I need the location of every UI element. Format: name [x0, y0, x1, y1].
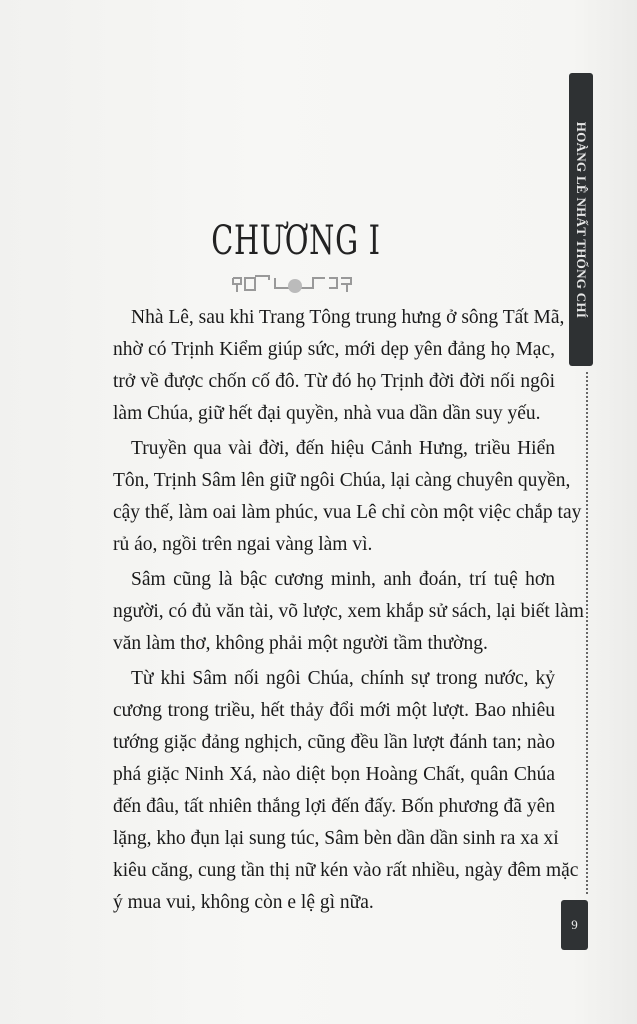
text-line: đến đâu, tất nhiên thắng lợi đến đấy. Bốn phương đã yên	[113, 796, 555, 817]
text-line: trở về được chốn cố đô. Từ đó họ Trịnh đời đời nối ngôi	[113, 371, 555, 392]
running-title-tab	[569, 73, 593, 366]
text-line: Nhà Lê, sau khi Trang Tông trung hưng ở sông Tất Mã,	[131, 307, 565, 328]
text-line: người, có đủ văn tài, võ lược, xem khắp sử sách, lại biết làm	[113, 601, 584, 622]
text-line: lặng, kho đụn lại sung túc, Sâm bèn dần dần sinh ra xa xỉ	[113, 828, 559, 849]
ornament-divider-icon	[231, 270, 359, 296]
text-line: ý mua vui, không còn e lệ gì nữa.	[113, 892, 374, 913]
text-line: cậy thế, làm oai làm phúc, vua Lê chỉ còn một việc chắp tay	[113, 502, 582, 523]
text-line: Truyền qua vài đời, đến hiệu Cảnh Hưng, triều Hiển	[131, 438, 555, 459]
text-line: tướng giặc đảng nghịch, cũng đều lần lượt đánh tan; nào	[113, 732, 555, 753]
text-line: Tôn, Trịnh Sâm lên giữ ngôi Chúa, lại càng chuyên quyền,	[113, 470, 571, 491]
chapter-title: CHƯƠNG I	[211, 218, 381, 264]
dotted-rule	[586, 372, 588, 894]
text-line: nhờ có Trịnh Kiểm giúp sức, mới dẹp yên đảng họ Mạc,	[113, 339, 555, 360]
text-line: cương trong triều, hết thảy đổi mới một lượt. Bao nhiêu	[113, 700, 555, 721]
text-line: Sâm cũng là bậc cương minh, anh đoán, trí tuệ hơn	[131, 569, 555, 590]
text-line: Từ khi Sâm nối ngôi Chúa, chính sự trong nước, kỷ	[131, 668, 555, 689]
text-line: văn làm thơ, không phải một người tầm thường.	[113, 633, 488, 654]
running-title: HOÀNG LÊ NHẤT THỐNG CHÍ	[574, 121, 589, 318]
text-line: kiêu căng, cung tần thị nữ kén vào rất nhiều, ngày đêm mặc	[113, 860, 579, 881]
text-line: rủ áo, ngồi trên ngai vàng làm vì.	[113, 534, 373, 555]
text-line: làm Chúa, giữ hết đại quyền, nhà vua dần dần suy yếu.	[113, 403, 541, 424]
text-line: phá giặc Ninh Xá, nào diệt bọn Hoàng Chất, quân Chúa	[113, 764, 555, 785]
page-number: 9	[561, 900, 588, 950]
